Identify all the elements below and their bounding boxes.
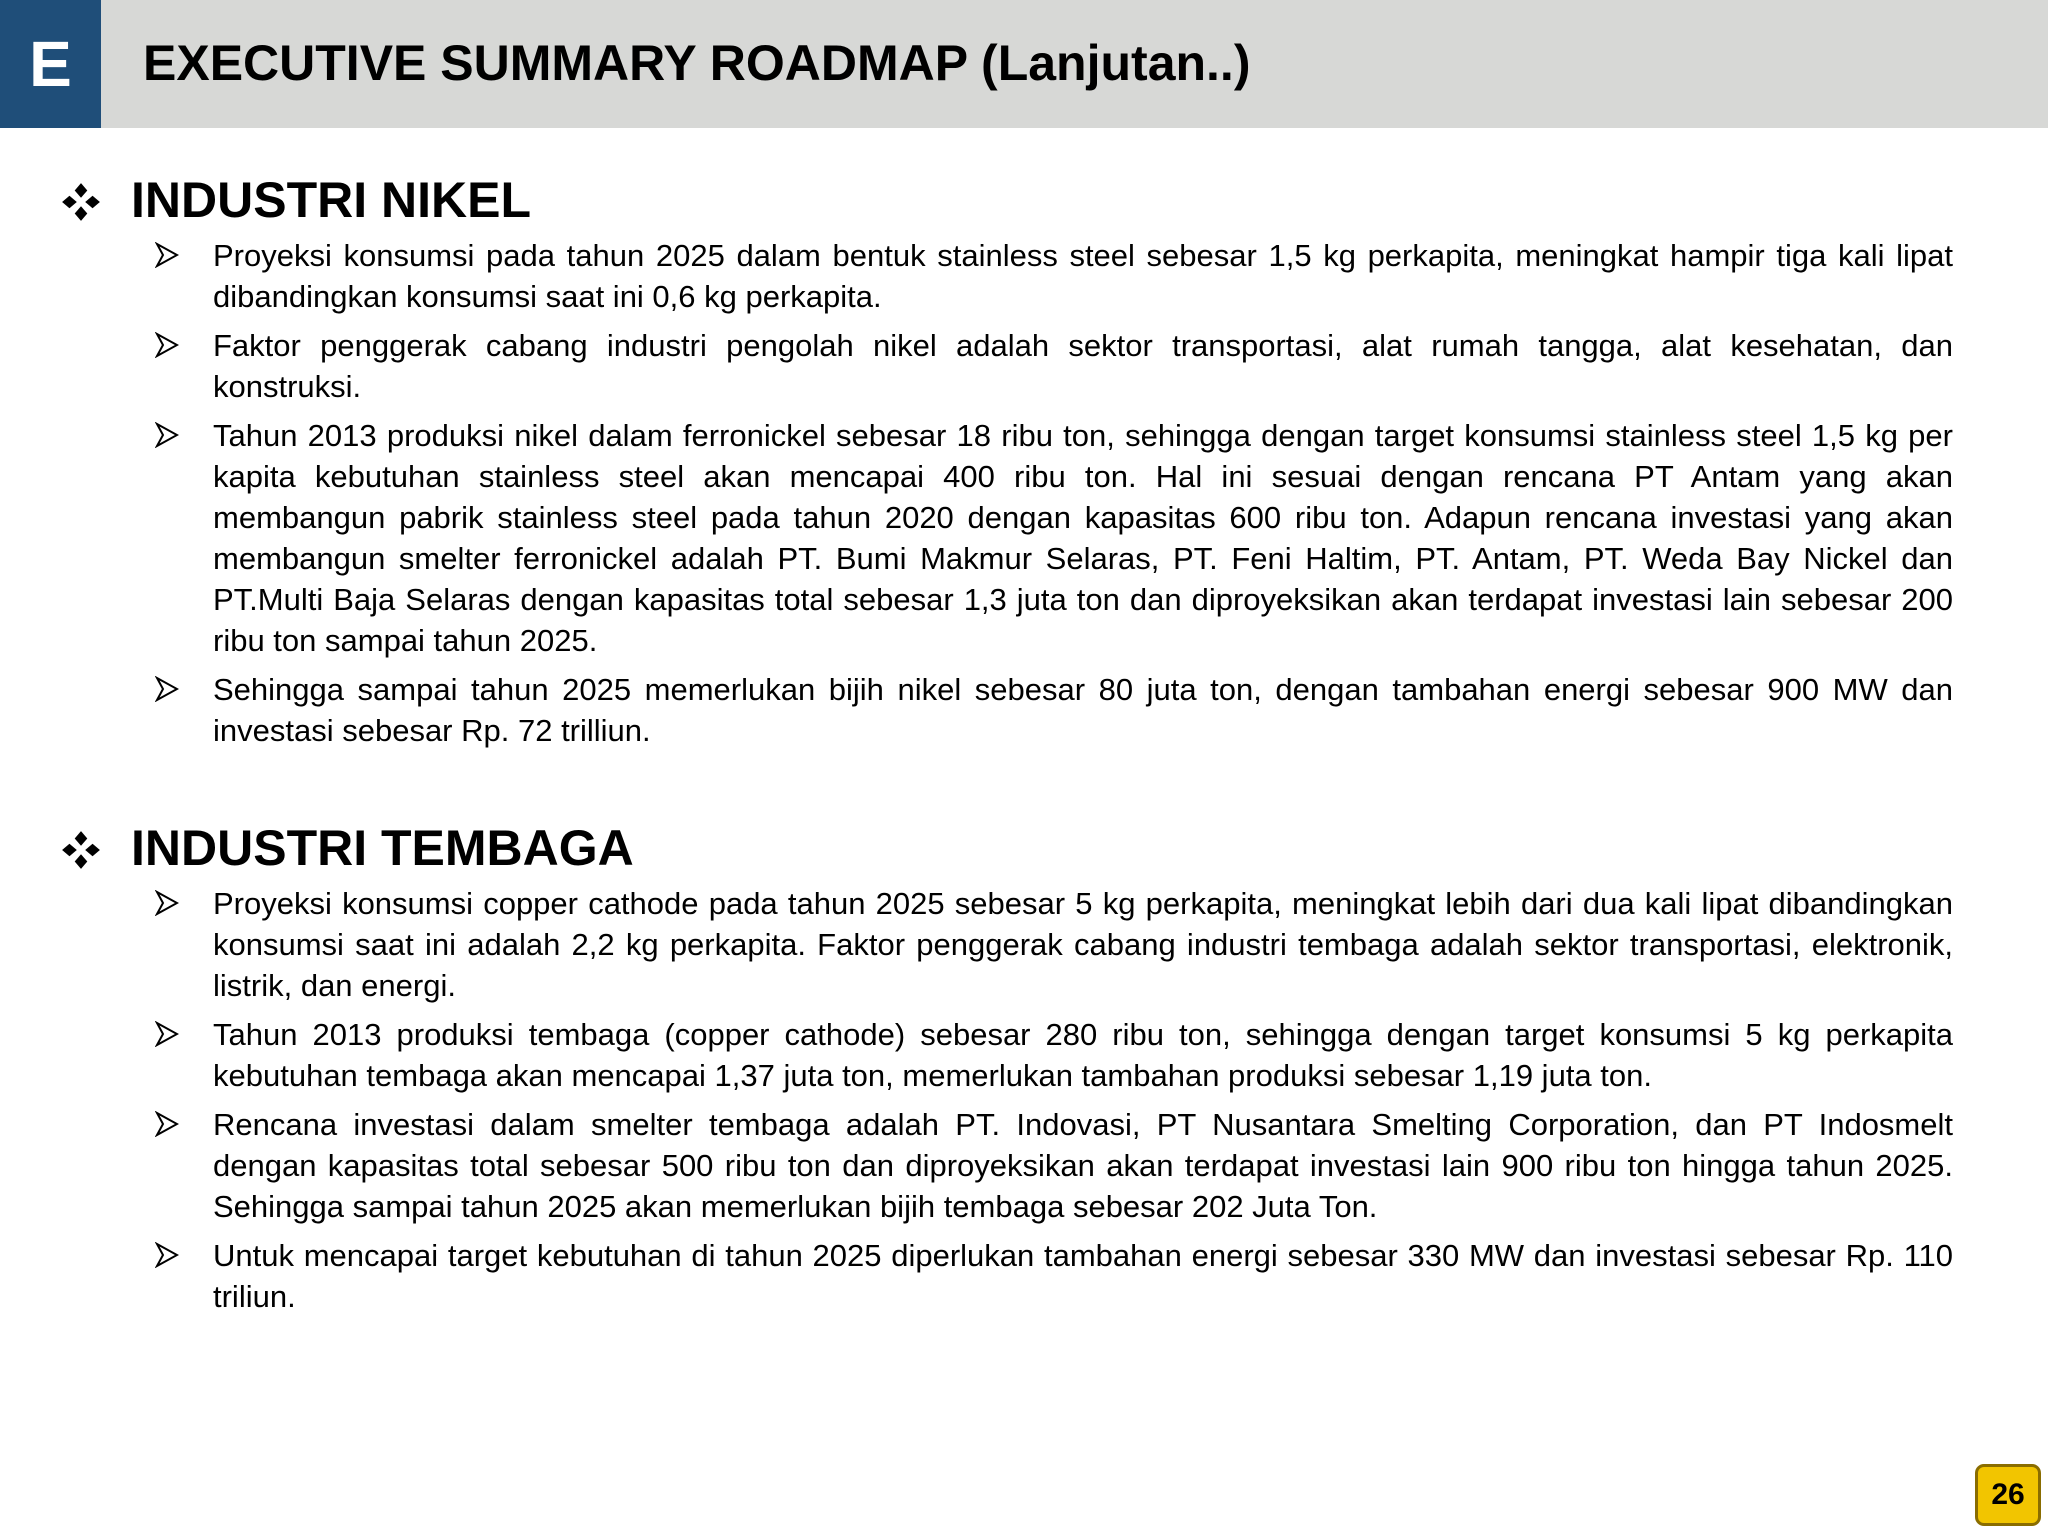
bullet-text: Rencana investasi dalam smelter tembaga adalah PT. Indovasi, PT Nusantara Smelting Corporation, dan PT Indosmelt dengan kapasitas total sebesar 500 ribu ton dan diproyeksikan akan terdapat investasi lain 900 ribu ton hingga tahun 2025. Sehingga sampai tahun 2025 akan memerlukan bijih tembaga sebesar 202 Juta Ton. — [213, 1107, 1953, 1224]
arrowhead-bullet-icon — [155, 1021, 179, 1047]
section-badge: E — [0, 0, 101, 128]
arrowhead-bullet-icon — [155, 1242, 179, 1268]
section-industri-tembaga — [0, 813, 2048, 1325]
section-heading — [0, 813, 2048, 883]
arrowhead-bullet-icon — [155, 332, 179, 358]
arrowhead-bullet-icon — [155, 890, 179, 916]
bullet-text: Untuk mencapai target kebutuhan di tahun 2025 diperlukan tambahan energi sebesar 330 MW dan investasi sebesar Rp. 110 triliun. — [213, 1238, 1953, 1314]
bullet-item — [0, 325, 2048, 407]
section-heading — [0, 165, 2048, 235]
slide-header — [0, 0, 2048, 128]
bullet-item — [0, 1014, 2048, 1096]
arrowhead-bullet-icon — [155, 1111, 179, 1137]
bullet-item — [0, 415, 2048, 661]
four-diamond-bullet-icon — [60, 181, 102, 223]
arrowhead-bullet-icon — [155, 422, 179, 448]
bullet-item — [0, 669, 2048, 751]
page-title: EXECUTIVE SUMMARY ROADMAP (Lanjutan..) — [143, 35, 1251, 91]
bullet-text: Tahun 2013 produksi nikel dalam ferronickel sebesar 18 ribu ton, sehingga dengan target konsumsi stainless steel 1,5 kg per kapita kebutuhan stainless steel akan mencapai 400 ribu ton. Hal ini sesuai dengan rencana PT Antam yang akan membangun pabrik stainless steel pada tahun 2020 dengan kapasitas 600 ribu ton. Adapun rencana investasi yang akan membangun smelter ferronickel adalah PT. Bumi Makmur Selaras, PT. Feni Haltim, PT. Antam, PT. Weda Bay Nickel dan PT.Multi Baja Selaras dengan kapasitas total sebesar 1,3 juta ton dan diproyeksikan akan terdapat investasi lain sebesar 200 ribu ton sampai tahun 2025. — [213, 418, 1953, 658]
four-diamond-bullet-icon — [60, 829, 102, 871]
bullet-text: Faktor penggerak cabang industri pengolah nikel adalah sektor transportasi, alat rumah tangga, alat kesehatan, dan konstruksi. — [213, 328, 1953, 404]
section-industri-nikel — [0, 165, 2048, 759]
bullet-text: Tahun 2013 produksi tembaga (copper cathode) sebesar 280 ribu ton, sehingga dengan target konsumsi 5 kg perkapita kebutuhan tembaga akan mencapai 1,37 juta ton, memerlukan tambahan produksi sebesar 1,19 juta ton. — [213, 1017, 1953, 1093]
bullet-text: Proyeksi konsumsi pada tahun 2025 dalam bentuk stainless steel sebesar 1,5 kg perkapita, meningkat hampir tiga kali lipat dibandingkan konsumsi saat ini 0,6 kg perkapita. — [213, 238, 1953, 314]
bullet-list — [0, 883, 2048, 1317]
bullet-item — [0, 883, 2048, 1006]
bullet-item — [0, 235, 2048, 317]
page-number-badge: 26 — [1975, 1464, 2041, 1526]
arrowhead-bullet-icon — [155, 676, 179, 702]
arrowhead-bullet-icon — [155, 242, 179, 268]
bullet-item — [0, 1104, 2048, 1227]
section-title: INDUSTRI NIKEL — [131, 172, 531, 228]
bullet-item — [0, 1235, 2048, 1317]
section-title: INDUSTRI TEMBAGA — [131, 820, 634, 876]
bullet-text: Sehingga sampai tahun 2025 memerlukan bijih nikel sebesar 80 juta ton, dengan tambahan energi sebesar 900 MW dan investasi sebesar Rp. 72 trilliun. — [213, 672, 1953, 748]
bullet-text: Proyeksi konsumsi copper cathode pada tahun 2025 sebesar 5 kg perkapita, meningkat lebih dari dua kali lipat dibandingkan konsumsi saat ini adalah 2,2 kg perkapita. Faktor penggerak cabang industri tembaga adalah sektor transportasi, elektronik, listrik, dan energi. — [213, 886, 1953, 1003]
bullet-list — [0, 235, 2048, 751]
